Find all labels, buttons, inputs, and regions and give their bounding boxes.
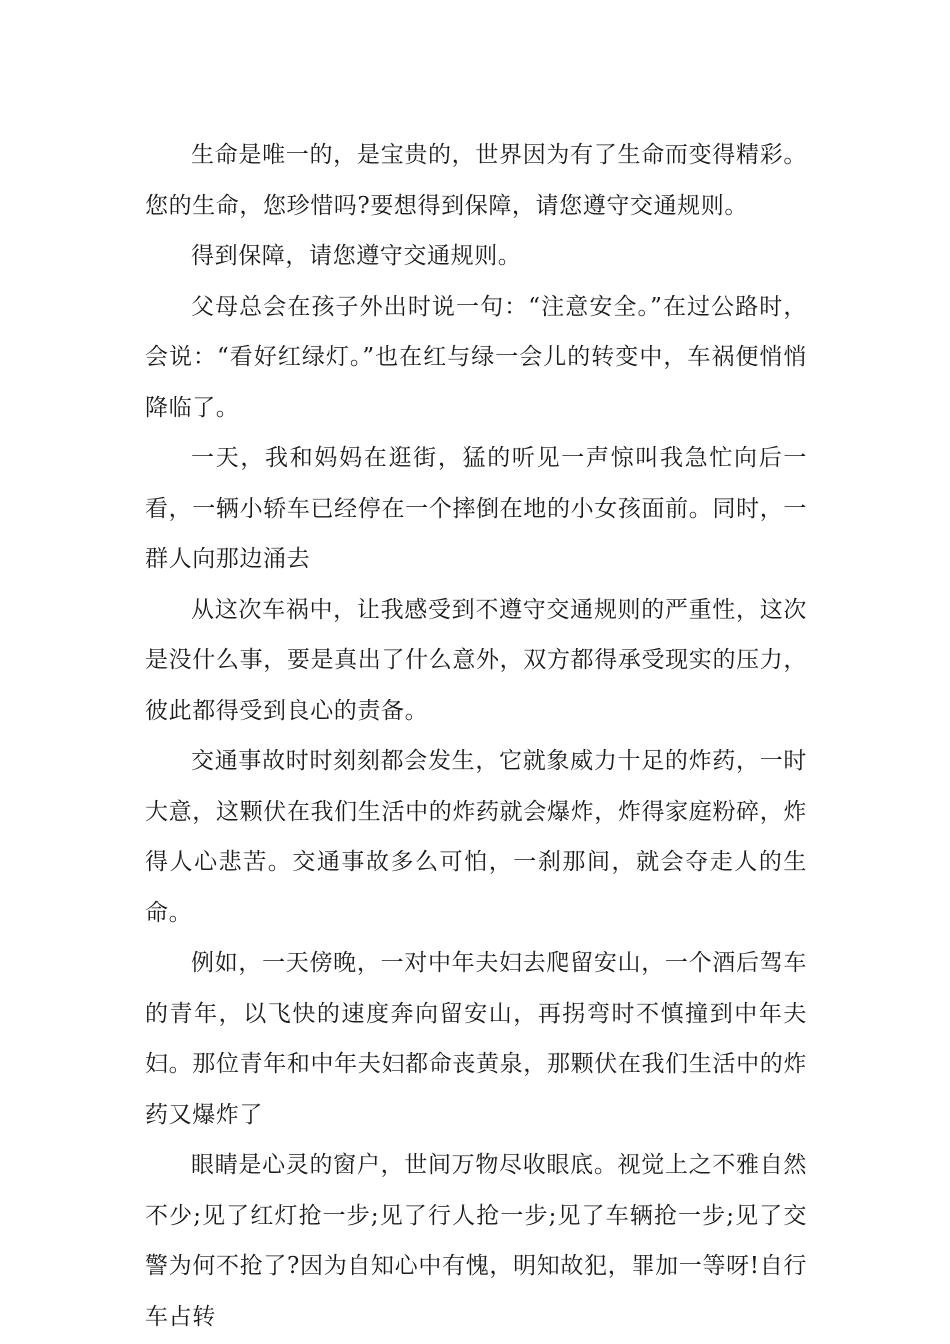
document-body bbox=[145, 130, 807, 1342]
paragraph-8: 眼睛是心灵的窗户，世间万物尽收眼底。视觉上之不雅自然不少;见了红灯抢一步;见了行人抢一步;见了车辆抢一步;见了交警为何不抢了?因为自知心中有愧，明知故犯，罪加一等呀!自行车占转 bbox=[145, 1152, 807, 1330]
paragraph-6: 交通事故时时刻刻都会发生，它就象威力十足的炸药，一时大意，这颗伏在我们生活中的炸药就会爆炸，炸得家庭粉碎，炸得人心悲苦。交通事故多么可怕，一刹那间，就会夺走人的生命。 bbox=[145, 748, 807, 926]
paragraph-4: 一天，我和妈妈在逛街，猛的听见一声惊叫我急忙向后一看，一辆小轿车已经停在一个摔倒在地的小女孩面前。同时，一群人向那边涌去 bbox=[145, 445, 807, 572]
paragraph-2: 得到保障，请您遵守交通规则。 bbox=[191, 243, 522, 269]
paragraph-1: 生命是唯一的，是宝贵的，世界因为有了生命而变得精彩。您的生命，您珍惜吗?要想得到保障，请您遵守交通规则。 bbox=[145, 142, 807, 219]
paragraph-5: 从这次车祸中，让我感受到不遵守交通规则的严重性，这次是没什么事，要是真出了什么意外，双方都得承受现实的压力，彼此都得受到良心的责备。 bbox=[145, 596, 807, 724]
paragraph-3: 父母总会在孩子外出时说一句：“注意安全。”在过公路时，会说：“看好红绿灯。”也在红与绿一会儿的转变中，车祸便悄悄降临了。 bbox=[145, 293, 807, 421]
paragraph-7: 例如，一天傍晚，一对中年夫妇去爬留安山，一个酒后驾车的青年，以飞快的速度奔向留安山，再拐弯时不慎撞到中年夫妇。那位青年和中年夫妇都命丧黄泉，那颗伏在我们生活中的炸药又爆炸了 bbox=[145, 950, 807, 1128]
